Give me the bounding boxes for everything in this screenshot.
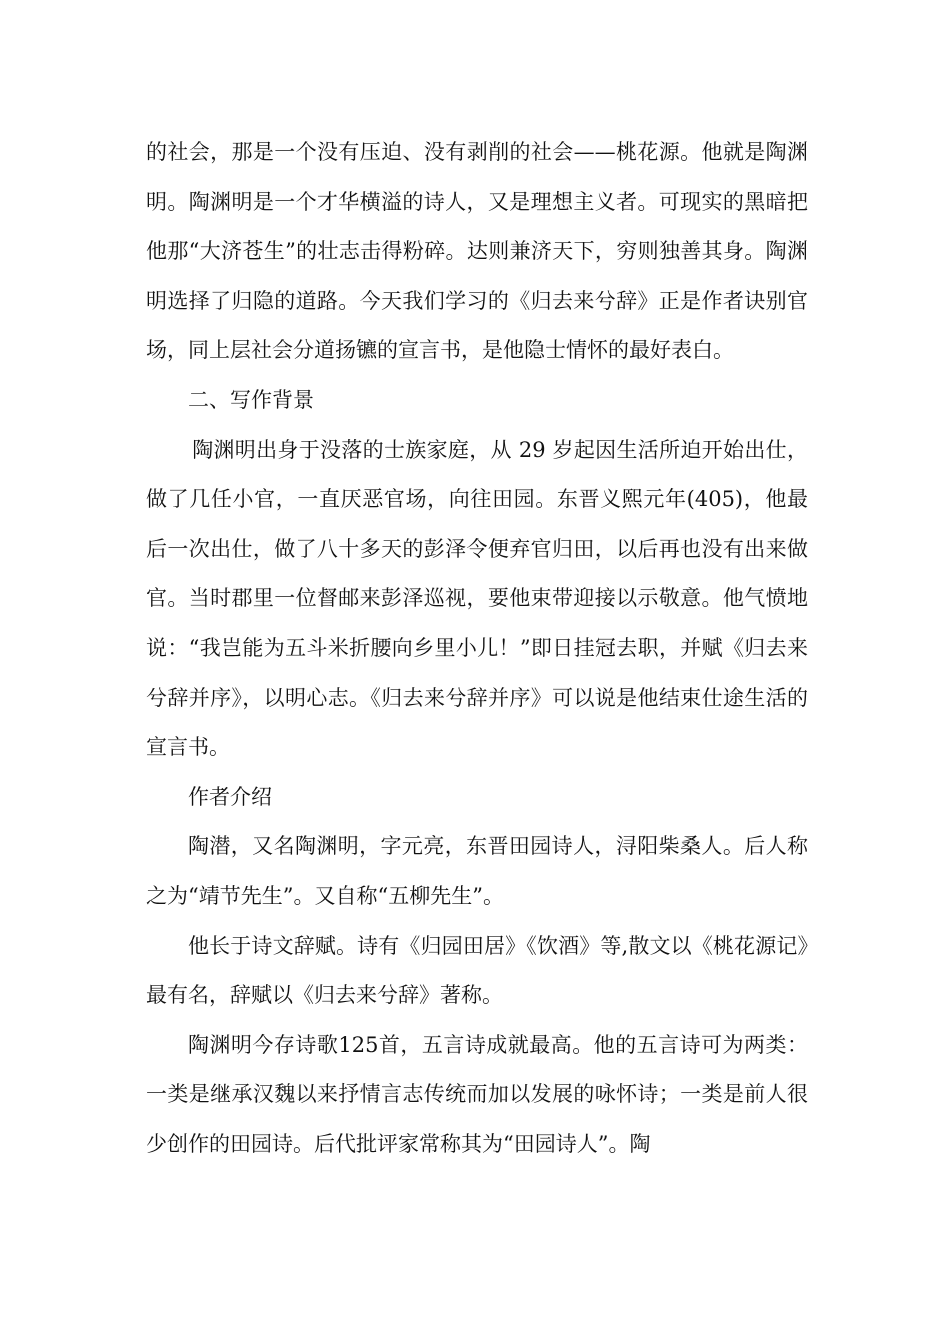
author-paragraph-2: 他长于诗文辞赋。诗有《归园田居》《饮酒》等,散文以《桃花源记》最有名，辞赋以《归去来兮辞》著称。 [146, 933, 808, 1008]
background-paragraph: 陶渊明出身于没落的士族家庭，从 29 岁起因生活所迫开始出仕，做了几任小官，一直厌恶官场，向往田园。东晋义熙元年(405)，他最后一次出仕，做了八十多天的彭泽令便弃官归田，以后再也没有出来做官。当时郡里一位督邮来彭泽巡视，要他束带迎接以示敬意。他气愤地说：“我岂能为五斗米折腰向乡里小儿！”即日挂冠去职，并赋《归去来兮辞并序》，以明心志。《归去来兮辞并序》可以说是他结束仕途生活的宣言书。 [146, 437, 808, 760]
author-paragraph-3: 陶渊明今存诗歌125首，五言诗成就最高。他的五言诗可为两类：一类是继承汉魏以来抒情言志传统而加以发展的咏怀诗；一类是前人很少创作的田园诗。后代批评家常称其为“田园诗人”。陶 [146, 1032, 808, 1156]
section-heading-author: 作者介绍 [188, 784, 272, 809]
author-paragraph-1: 陶潜，又名陶渊明，字元亮，东晋田园诗人，浔阳柴桑人。后人称之为“靖节先生”。又自称“五柳先生”。 [146, 834, 808, 908]
section-heading-background: 二、写作背景 [188, 387, 314, 412]
document-body [146, 128, 808, 1169]
intro-paragraph: 的社会，那是一个没有压迫、没有剥削的社会——桃花源。他就是陶渊明。陶渊明是一个才华横溢的诗人，又是理想主义者。可现实的黑暗把他那“大济苍生”的壮志击得粉碎。达则兼济天下，穷则独善其身。陶渊明选择了归隐的道路。今天我们学习的《归去来兮辞》正是作者诀别官场，同上层社会分道扬镳的宣言书，是他隐士情怀的最好表白。 [146, 140, 808, 363]
